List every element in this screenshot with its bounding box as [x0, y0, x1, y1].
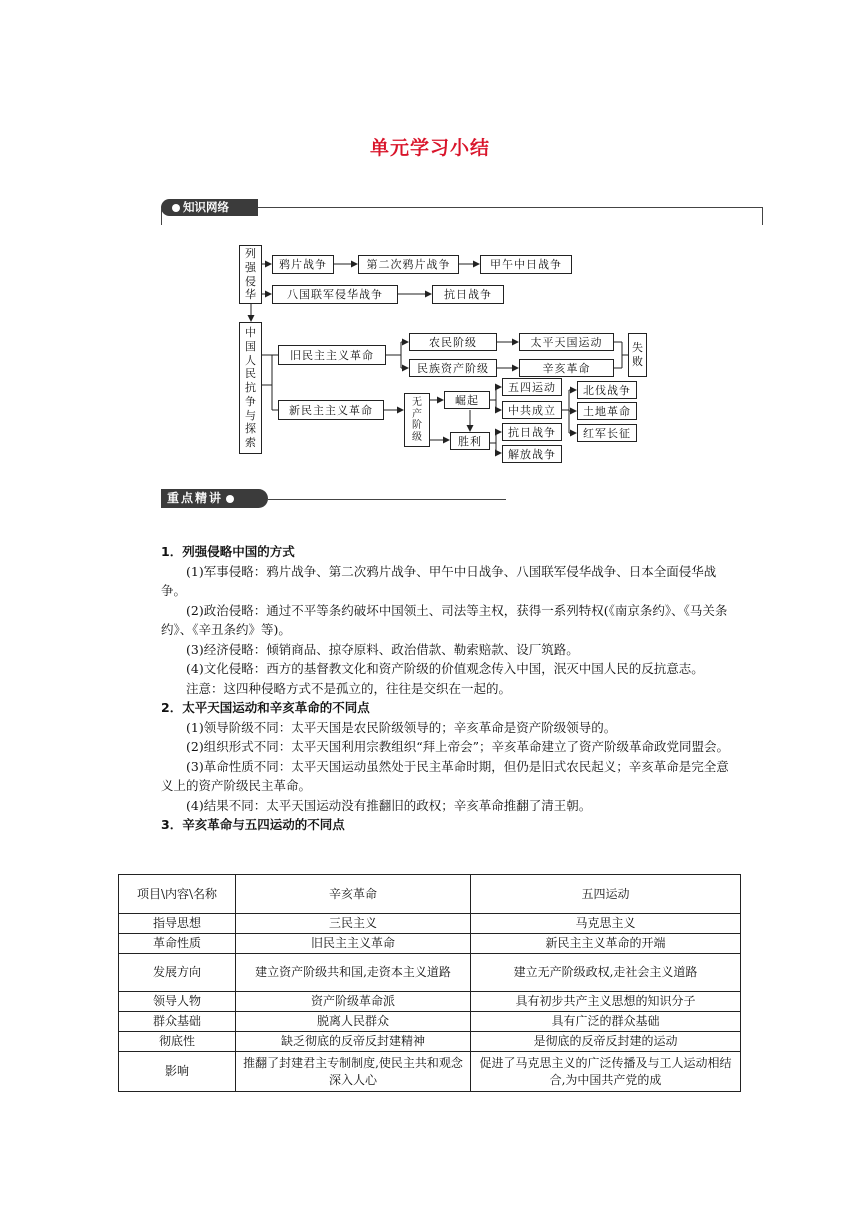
paragraph: (1)领导阶级不同：太平天国是农民阶级领导的；辛亥革命是资产阶级领导的。 [186, 719, 617, 735]
table-cell: 三民主义 [236, 914, 471, 934]
char: 侵 [245, 274, 256, 288]
knowledge-network-diagram [0, 0, 860, 480]
table-cell: 脱离人民群众 [236, 1012, 471, 1032]
heading-3: 3．辛亥革命与五四运动的不同点 [161, 817, 345, 832]
char: 产 [412, 408, 422, 420]
char: 失 [632, 341, 643, 355]
char: 索 [245, 436, 256, 450]
note: 注意：这四种侵略方式不是孤立的，往往是交织在一起的。 [186, 680, 512, 696]
char: 强 [245, 260, 256, 274]
box-opium-war: 鸦片战争 [272, 255, 334, 274]
table-row [119, 1052, 741, 1092]
table-cell: 彻底性 [119, 1032, 236, 1052]
box-may-fourth: 五四运动 [502, 378, 562, 396]
box-ccp-founded: 中共成立 [502, 401, 562, 419]
page-title: 单元学习小结 [369, 137, 490, 159]
table-cell: 领导人物 [119, 992, 236, 1012]
char: 无 [412, 397, 422, 408]
divider [268, 499, 506, 500]
paragraph: (1)军事侵略：鸦片战争、第二次鸦片战争、甲午中日战争、八国联军侵华战争、日本全面侵华战争。 [161, 563, 717, 598]
table-row [119, 1012, 741, 1032]
paragraph: (3)经济侵略：倾销商品、掠夺原料、政治借款、勒索赔款、设厂筑路。 [186, 641, 579, 657]
box-national-bourgeoisie: 民族资产阶级 [409, 359, 497, 377]
bullet-icon [226, 495, 234, 503]
char: 华 [245, 288, 256, 302]
table-cell: 推翻了封建君主专制制度,使民主共和观念深入人心 [236, 1052, 471, 1092]
char: 抗 [245, 381, 256, 395]
table-cell: 资产阶级革命派 [236, 992, 471, 1012]
table-cell: 指导思想 [119, 914, 236, 934]
box-eight-nation-alliance: 八国联军侵华战争 [272, 285, 398, 304]
box-peasant-class: 农民阶级 [409, 333, 497, 351]
header-cell: 五四运动 [471, 875, 741, 914]
char: 级 [412, 431, 422, 443]
box-victory: 胜利 [450, 432, 490, 450]
table-cell: 新民主主义革命的开端 [471, 934, 741, 954]
char: 人 [245, 353, 256, 367]
section-label: 重点精讲 [167, 491, 224, 505]
table-row [119, 1032, 741, 1052]
table-cell: 建立无产阶级政权,走社会主义道路 [471, 954, 741, 992]
char: 民 [245, 367, 256, 381]
table-cell: 建立资产阶级共和国,走资本主义道路 [236, 954, 471, 992]
table-cell: 旧民主主义革命 [236, 934, 471, 954]
table-cell: 革命性质 [119, 934, 236, 954]
heading-2: 2．太平天国运动和辛亥革命的不同点 [161, 700, 370, 715]
table-header-row [119, 875, 741, 914]
header-cell: 辛亥革命 [236, 875, 471, 914]
box-proletariat [404, 393, 430, 447]
content-body [161, 542, 733, 835]
section-pill [161, 489, 268, 508]
char: 与 [245, 408, 256, 422]
heading-1: 1．列强侵略中国的方式 [161, 544, 295, 559]
table-cell: 马克思主义 [471, 914, 741, 934]
box-northern-expedition: 北伐战争 [577, 381, 637, 399]
paragraph: (2)组织形式不同：太平天国利用宗教组织“拜上帝会”；辛亥革命建立了资产阶级革命政党同盟会。 [186, 739, 729, 754]
char: 国 [245, 339, 256, 353]
diagram-connectors [0, 0, 860, 480]
table-cell: 缺乏彻底的反帝反封建精神 [236, 1032, 471, 1052]
char: 败 [632, 355, 643, 368]
box-liberation-war: 解放战争 [502, 445, 562, 463]
box-powers-invasion [239, 245, 262, 304]
char: 中 [245, 326, 256, 340]
table-cell: 影响 [119, 1052, 236, 1092]
comparison-table [118, 874, 741, 1092]
char: 争 [245, 394, 256, 408]
header-cell: 项目\内容\名称 [119, 875, 236, 914]
table-row [119, 992, 741, 1012]
box-anti-japanese-war: 抗日战争 [432, 285, 504, 304]
section-label: 知识网络 [183, 200, 229, 214]
box-land-revolution: 土地革命 [577, 402, 637, 420]
char: 阶 [412, 420, 422, 431]
box-second-opium-war: 第二次鸦片战争 [358, 255, 459, 274]
section-header-key-points [161, 489, 506, 511]
box-anti-japan: 抗日战争 [502, 423, 562, 441]
char: 列 [245, 247, 256, 260]
box-xinhai: 辛亥革命 [519, 359, 614, 377]
paragraph: (4)文化侵略：西方的基督教文化和资产阶级的价值观念传入中国，泯灭中国人民的反抗意志。 [186, 661, 704, 676]
char: 探 [245, 422, 256, 436]
box-rise: 崛起 [444, 391, 490, 409]
box-failure [628, 333, 647, 377]
table-cell: 群众基础 [119, 1012, 236, 1032]
table-cell: 具有初步共产主义思想的知识分子 [471, 992, 741, 1012]
box-old-democratic-revolution: 旧民主主义革命 [278, 345, 386, 365]
table-row [119, 954, 741, 992]
table-cell: 具有广泛的群众基础 [471, 1012, 741, 1032]
paragraph: (4)结果不同：太平天国运动没有推翻旧的政权；辛亥革命推翻了清王朝。 [186, 797, 592, 813]
box-long-march: 红军长征 [577, 424, 637, 442]
box-taiping: 太平天国运动 [519, 333, 614, 351]
table-cell: 是彻底的反帝反封建的运动 [471, 1032, 741, 1052]
box-new-democratic-revolution: 新民主主义革命 [278, 400, 384, 420]
table-row [119, 934, 741, 954]
paragraph: (2)政治侵略：通过不平等条约破坏中国领土、司法等主权，获得一系列特权(《南京条约》、《马关条约》、《辛丑条约》等)。 [161, 602, 728, 637]
table-cell: 发展方向 [119, 954, 236, 992]
paragraph: (3)革命性质不同：太平天国运动虽然处于民主革命时期，但仍是旧式农民起义；辛亥革命是完全意义上的资产阶级民主革命。 [161, 758, 729, 793]
box-sino-japanese-war: 甲午中日战争 [480, 255, 572, 274]
table-row [119, 914, 741, 934]
table-cell: 促进了马克思主义的广泛传播及与工人运动相结合,为中国共产党的成 [471, 1052, 741, 1092]
box-chinese-struggle [239, 322, 262, 454]
